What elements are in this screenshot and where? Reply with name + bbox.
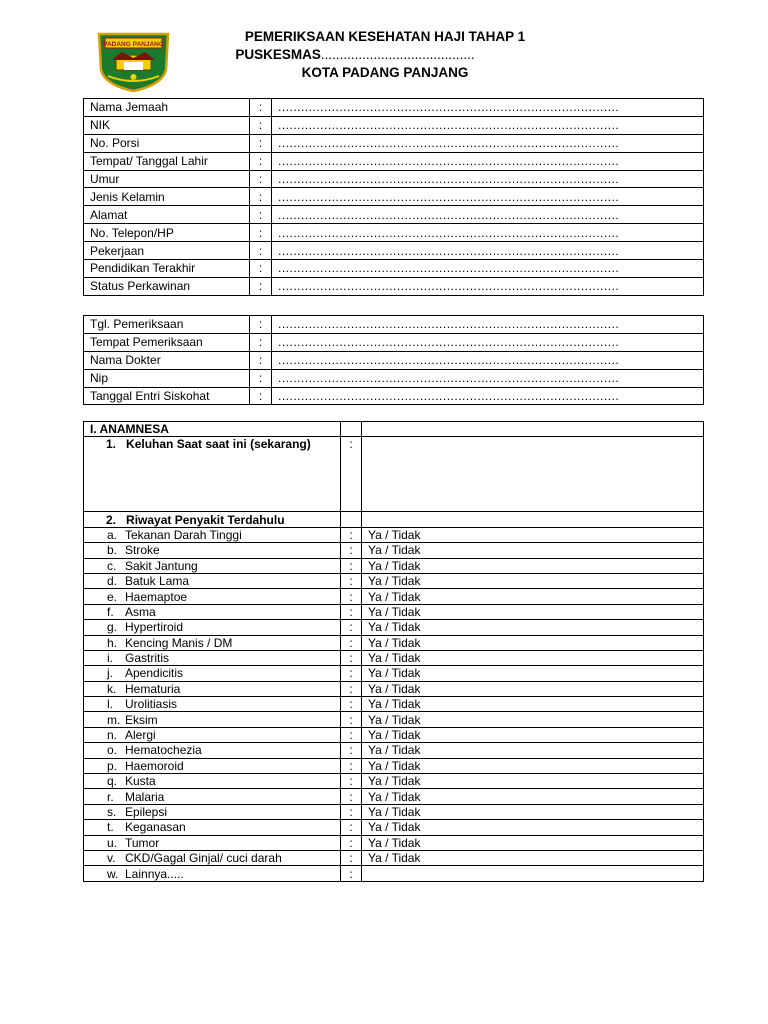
riwayat-item-text: Asma — [125, 604, 156, 619]
identity-field-value-field[interactable]: ......................................................................................... — [272, 188, 704, 206]
riwayat-item-row — [84, 774, 704, 789]
riwayat-item-label — [84, 712, 341, 727]
riwayat-item-colon: : — [341, 866, 362, 881]
riwayat-item-letter: c. — [107, 558, 117, 573]
riwayat-item-answer[interactable]: Ya / Tidak — [362, 712, 704, 727]
identity-field-value-field[interactable]: ......................................................................................... — [272, 134, 704, 152]
riwayat-item-label — [84, 620, 341, 635]
riwayat-item-letter: v. — [107, 851, 116, 866]
riwayat-item-row — [84, 589, 704, 604]
identity-field-label: Status Perkawinan — [84, 277, 250, 295]
riwayat-item-colon: : — [341, 635, 362, 650]
riwayat-item-row — [84, 789, 704, 804]
riwayat-item-letter: q. — [107, 774, 118, 789]
riwayat-item-row — [84, 727, 704, 742]
riwayat-item-text: Tekanan Darah Tinggi — [125, 527, 242, 542]
riwayat-item-answer[interactable]: Ya / Tidak — [362, 758, 704, 773]
exam-field-row — [84, 351, 704, 369]
identity-field-label: No. Porsi — [84, 134, 250, 152]
identity-field-label: Umur — [84, 170, 250, 188]
riwayat-item-colon: : — [341, 743, 362, 758]
riwayat-item-letter: d. — [107, 574, 118, 589]
riwayat-item-text: CKD/Gagal Ginjal/ cuci darah — [125, 851, 282, 866]
anamnesa-table — [83, 421, 704, 882]
riwayat-item-label — [84, 743, 341, 758]
identity-field-row — [84, 242, 704, 260]
riwayat-item-text: Eksim — [125, 712, 158, 727]
riwayat-item-text: Batuk Lama — [125, 574, 190, 589]
riwayat-item-text: Malaria — [125, 789, 165, 804]
exam-field-label: Tgl. Pemeriksaan — [84, 316, 250, 334]
keluhan-colon: : — [341, 437, 362, 512]
keluhan-answer-field[interactable] — [362, 437, 704, 512]
riwayat-item-label — [84, 650, 341, 665]
identity-field-value-field[interactable]: ......................................................................................... — [272, 170, 704, 188]
riwayat-item-text: Hematuria — [125, 681, 181, 696]
riwayat-item-text: Keganasan — [125, 820, 186, 835]
riwayat-item-label — [84, 527, 341, 542]
exam-field-row — [84, 387, 704, 405]
riwayat-item-label — [84, 866, 341, 881]
riwayat-item-colon: : — [341, 712, 362, 727]
riwayat-item-letter: p. — [107, 758, 118, 773]
identity-field-value-field[interactable]: ......................................................................................... — [272, 99, 704, 117]
riwayat-item-label — [84, 558, 341, 573]
riwayat-item-answer[interactable]: Ya / Tidak — [362, 681, 704, 696]
riwayat-item-text: Haemoroid — [125, 758, 184, 773]
exam-field-colon: : — [250, 351, 272, 369]
identity-field-value-field[interactable]: ......................................................................................... — [272, 206, 704, 224]
identity-field-value-field[interactable]: ......................................................................................... — [272, 242, 704, 260]
riwayat-item-answer[interactable] — [362, 866, 704, 881]
riwayat-item-letter: b. — [107, 543, 118, 558]
riwayat-item-letter: u. — [107, 835, 118, 850]
exam-field-colon: : — [250, 333, 272, 351]
identity-field-row — [84, 277, 704, 295]
riwayat-item-answer[interactable]: Ya / Tidak — [362, 527, 704, 542]
exam-table — [83, 315, 704, 405]
riwayat-item-colon: : — [341, 543, 362, 558]
riwayat-item-colon: : — [341, 727, 362, 742]
riwayat-item-row — [84, 604, 704, 619]
exam-field-colon: : — [250, 387, 272, 405]
identity-field-row — [84, 206, 704, 224]
riwayat-item-colon: : — [341, 835, 362, 850]
riwayat-item-colon: : — [341, 558, 362, 573]
riwayat-item-colon: : — [341, 666, 362, 681]
riwayat-item-answer[interactable]: Ya / Tidak — [362, 697, 704, 712]
riwayat-item-answer[interactable]: Ya / Tidak — [362, 804, 704, 819]
riwayat-item-row — [84, 850, 704, 865]
exam-field-label: Nip — [84, 369, 250, 387]
identity-field-colon: : — [250, 152, 272, 170]
identity-table — [83, 98, 704, 296]
identity-field-row — [84, 170, 704, 188]
riwayat-item-label — [84, 850, 341, 865]
riwayat-item-answer[interactable]: Ya / Tidak — [362, 774, 704, 789]
keluhan-num: 1. — [106, 437, 117, 452]
riwayat-item-text: Urolitiasis — [125, 697, 178, 712]
identity-field-colon: : — [250, 170, 272, 188]
riwayat-item-colon: : — [341, 589, 362, 604]
identity-field-colon: : — [250, 206, 272, 224]
riwayat-item-letter: j. — [107, 666, 113, 681]
riwayat-item-text: Lainnya..... — [125, 866, 184, 881]
exam-field-value-field[interactable]: ......................................................................................... — [272, 369, 704, 387]
exam-field-value-field[interactable]: ......................................................................................... — [272, 387, 704, 405]
keluhan-label — [84, 437, 341, 512]
riwayat-item-label — [84, 681, 341, 696]
riwayat-item-letter: h. — [107, 635, 118, 650]
riwayat-item-text: Hypertiroid — [125, 620, 184, 635]
identity-field-label: Alamat — [84, 206, 250, 224]
riwayat-item-letter: f. — [107, 604, 114, 619]
identity-field-label: Pekerjaan — [84, 242, 250, 260]
riwayat-item-answer[interactable]: Ya / Tidak — [362, 650, 704, 665]
riwayat-item-row — [84, 758, 704, 773]
riwayat-item-colon: : — [341, 850, 362, 865]
identity-field-value-field[interactable]: ......................................................................................... — [272, 277, 704, 295]
riwayat-item-row — [84, 635, 704, 650]
riwayat-item-label — [84, 604, 341, 619]
riwayat-item-row — [84, 681, 704, 696]
riwayat-item-letter: w. — [107, 866, 119, 881]
identity-field-colon: : — [250, 224, 272, 242]
identity-field-row — [84, 116, 704, 134]
identity-field-colon: : — [250, 116, 272, 134]
anamnesa-title: I. ANAMNESA — [84, 422, 341, 437]
riwayat-item-answer[interactable]: Ya / Tidak — [362, 820, 704, 835]
anamnesa-header-row — [84, 422, 704, 437]
riwayat-item-colon: : — [341, 804, 362, 819]
riwayat-item-text: Haemaptoe — [125, 589, 188, 604]
riwayat-item-label — [84, 789, 341, 804]
riwayat-item-colon: : — [341, 573, 362, 588]
riwayat-item-label — [84, 804, 341, 819]
riwayat-item-answer[interactable]: Ya / Tidak — [362, 589, 704, 604]
exam-field-label: Tanggal Entri Siskohat — [84, 387, 250, 405]
identity-field-row — [84, 99, 704, 117]
identity-field-row — [84, 188, 704, 206]
riwayat-item-letter: m. — [107, 712, 121, 727]
riwayat-item-colon: : — [341, 697, 362, 712]
riwayat-item-answer[interactable]: Ya / Tidak — [362, 850, 704, 865]
riwayat-item-colon: : — [341, 789, 362, 804]
riwayat-item-row — [84, 527, 704, 542]
identity-field-value-field[interactable]: ......................................................................................... — [272, 224, 704, 242]
exam-field-label: Tempat Pemeriksaan — [84, 333, 250, 351]
exam-field-value-field[interactable]: ......................................................................................... — [272, 316, 704, 334]
identity-field-value-field[interactable]: ......................................................................................... — [272, 260, 704, 278]
exam-field-colon: : — [250, 316, 272, 334]
exam-field-row — [84, 316, 704, 334]
exam-field-row — [84, 369, 704, 387]
riwayat-item-answer[interactable]: Ya / Tidak — [362, 743, 704, 758]
riwayat-item-answer[interactable]: Ya / Tidak — [362, 558, 704, 573]
puskesmas-label: PUSKESMAS — [235, 47, 321, 62]
riwayat-item-colon: : — [341, 774, 362, 789]
riwayat-item-answer[interactable]: Ya / Tidak — [362, 635, 704, 650]
identity-field-value-field[interactable]: ......................................................................................... — [272, 116, 704, 134]
riwayat-item-text: Epilepsi — [125, 805, 168, 819]
riwayat-item-row — [84, 804, 704, 819]
riwayat-item-label — [84, 635, 341, 650]
keluhan-text: Keluhan Saat saat ini (sekarang) — [126, 437, 311, 452]
riwayat-item-colon: : — [341, 527, 362, 542]
identity-field-row — [84, 224, 704, 242]
riwayat-item-letter: l. — [107, 697, 113, 712]
riwayat-item-letter: o. — [107, 743, 118, 758]
riwayat-item-text: Sakit Jantung — [125, 558, 198, 573]
riwayat-item-answer[interactable]: Ya / Tidak — [362, 789, 704, 804]
exam-field-row — [84, 333, 704, 351]
header-city: KOTA PADANG PANJANG — [301, 65, 469, 80]
identity-field-colon: : — [250, 188, 272, 206]
header-puskesmas — [120, 46, 590, 64]
riwayat-item-label — [84, 758, 341, 773]
exam-field-colon: : — [250, 369, 272, 387]
identity-field-label: No. Telepon/HP — [84, 224, 250, 242]
identity-field-value-field[interactable]: ......................................................................................... — [272, 152, 704, 170]
riwayat-item-row — [84, 558, 704, 573]
identity-field-colon: : — [250, 99, 272, 117]
riwayat-num: 2. — [106, 512, 117, 527]
riwayat-item-text: Stroke — [125, 543, 160, 558]
identity-field-label: Tempat/ Tanggal Lahir — [84, 152, 250, 170]
riwayat-item-label — [84, 820, 341, 835]
riwayat-text: Riwayat Penyakit Terdahulu — [126, 512, 285, 527]
identity-field-row — [84, 152, 704, 170]
riwayat-item-answer[interactable]: Ya / Tidak — [362, 604, 704, 619]
riwayat-item-label — [84, 543, 341, 558]
riwayat-item-label — [84, 835, 341, 850]
riwayat-item-letter: t. — [107, 820, 114, 835]
riwayat-item-row — [84, 620, 704, 635]
riwayat-item-answer[interactable]: Ya / Tidak — [362, 835, 704, 850]
exam-field-value-field[interactable]: ......................................................................................... — [272, 351, 704, 369]
identity-field-label: NIK — [84, 116, 250, 134]
riwayat-item-row — [84, 712, 704, 727]
identity-field-row — [84, 260, 704, 278]
riwayat-item-row — [84, 543, 704, 558]
logo-text: PADANG PANJANG — [103, 41, 164, 48]
identity-field-colon: : — [250, 260, 272, 278]
riwayat-item-answer[interactable]: Ya / Tidak — [362, 620, 704, 635]
riwayat-item-text: Alergi — [125, 728, 156, 743]
keluhan-row — [84, 437, 704, 512]
riwayat-item-row — [84, 820, 704, 835]
riwayat-item-row-last — [84, 866, 704, 881]
riwayat-item-letter: e. — [107, 589, 118, 604]
riwayat-item-row — [84, 666, 704, 681]
riwayat-item-label — [84, 573, 341, 588]
exam-field-value-field[interactable]: ......................................................................................... — [272, 333, 704, 351]
riwayat-item-letter: g. — [107, 620, 118, 635]
riwayat-item-colon: : — [341, 650, 362, 665]
riwayat-item-answer[interactable]: Ya / Tidak — [362, 666, 704, 681]
riwayat-item-label — [84, 697, 341, 712]
riwayat-item-colon: : — [341, 758, 362, 773]
riwayat-label — [84, 512, 341, 527]
riwayat-item-letter: n. — [107, 728, 118, 743]
riwayat-item-row — [84, 835, 704, 850]
riwayat-item-letter: a. — [107, 527, 118, 542]
header-title: PEMERIKSAAN KESEHATAN HAJI TAHAP 1 — [244, 29, 526, 44]
riwayat-item-text: Gastritis — [125, 651, 170, 666]
riwayat-item-row — [84, 743, 704, 758]
riwayat-item-row — [84, 573, 704, 588]
riwayat-item-label — [84, 727, 341, 742]
identity-field-colon: : — [250, 242, 272, 260]
riwayat-item-label — [84, 589, 341, 604]
riwayat-item-answer[interactable]: Ya / Tidak — [362, 543, 704, 558]
document-header — [180, 28, 590, 82]
puskesmas-dots: ......................................... — [320, 47, 475, 62]
riwayat-row — [84, 512, 704, 527]
identity-field-label: Nama Jemaah — [84, 99, 250, 117]
riwayat-item-answer[interactable]: Ya / Tidak — [362, 573, 704, 588]
riwayat-item-colon: : — [341, 620, 362, 635]
riwayat-item-answer[interactable]: Ya / Tidak — [362, 727, 704, 742]
riwayat-item-label — [84, 666, 341, 681]
riwayat-item-label — [84, 774, 341, 789]
riwayat-item-text: Apendicitis — [125, 666, 184, 681]
riwayat-item-letter: r. — [107, 789, 114, 804]
riwayat-item-text: Hematochezia — [125, 743, 202, 758]
riwayat-item-colon: : — [341, 604, 362, 619]
identity-field-colon: : — [250, 277, 272, 295]
riwayat-item-text: Kusta — [125, 774, 156, 789]
riwayat-item-letter: s. — [107, 805, 117, 819]
riwayat-item-letter: k. — [107, 681, 117, 696]
identity-field-row — [84, 134, 704, 152]
riwayat-item-row — [84, 697, 704, 712]
riwayat-item-row — [84, 650, 704, 665]
riwayat-item-letter: i. — [107, 651, 113, 666]
riwayat-item-colon: : — [341, 681, 362, 696]
identity-field-colon: : — [250, 134, 272, 152]
riwayat-item-text: Tumor — [125, 835, 160, 850]
exam-field-label: Nama Dokter — [84, 351, 250, 369]
riwayat-item-text: Kencing Manis / DM — [125, 635, 233, 650]
riwayat-item-colon: : — [341, 820, 362, 835]
identity-field-label: Jenis Kelamin — [84, 188, 250, 206]
identity-field-label: Pendidikan Terakhir — [84, 260, 250, 278]
